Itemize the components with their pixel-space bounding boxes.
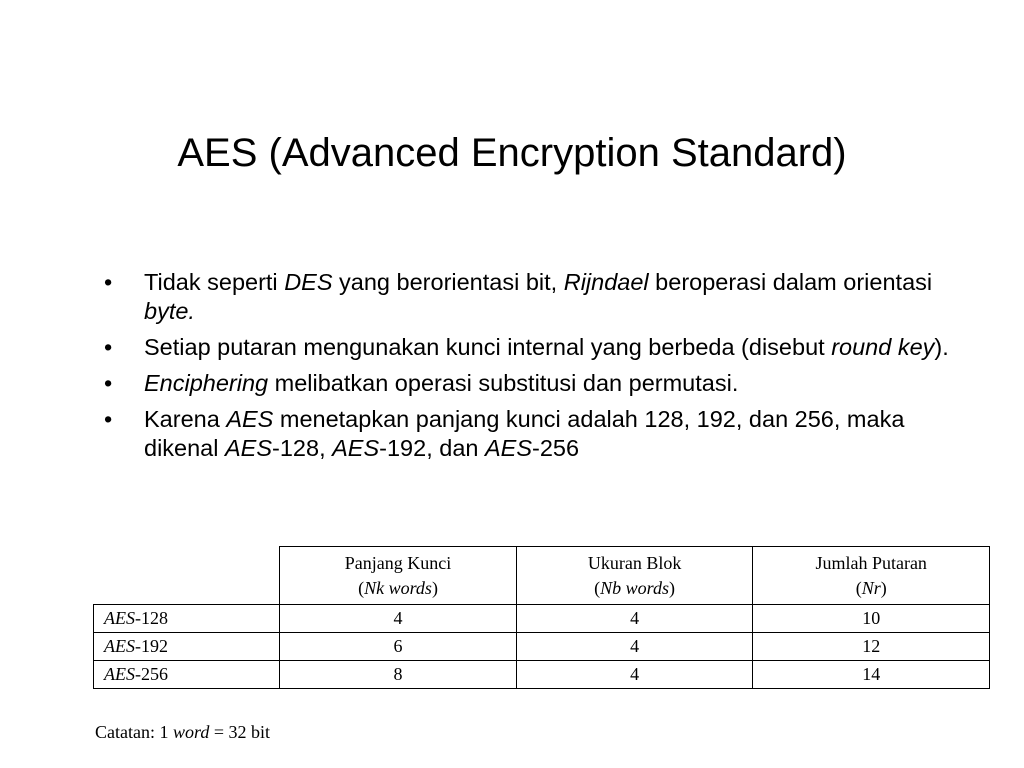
cell-block-size: 4 — [516, 661, 753, 689]
cell-rounds: 10 — [753, 605, 990, 633]
bullet-dot-icon: • — [104, 334, 113, 360]
footnote: Catatan: 1 word = 32 bit — [95, 722, 270, 742]
header-rounds: Jumlah Putaran (Nr) — [753, 547, 990, 605]
bullet-item: • Enciphering melibatkan operasi substitusi dan permutasi. — [104, 370, 739, 396]
row-label-aes-192: AES-192 — [94, 633, 280, 661]
cell-block-size: 4 — [516, 633, 753, 661]
table-row — [94, 633, 990, 661]
table-corner-cell — [94, 547, 280, 605]
table-row — [94, 661, 990, 689]
bullet-item: • Setiap putaran mengunakan kunci internal yang berbeda (disebut round key). — [104, 334, 949, 360]
bullet-dot-icon: • — [104, 370, 113, 396]
row-label-aes-256: AES-256 — [94, 661, 280, 689]
table-header-row — [94, 547, 990, 605]
cell-key-length: 8 — [280, 661, 517, 689]
cell-block-size: 4 — [516, 605, 753, 633]
bullet-list — [100, 268, 980, 470]
cell-key-length: 6 — [280, 633, 517, 661]
bullet-item: • Tidak seperti DES yang berorientasi bit, Rijndael beroperasi dalam orientasi byte. — [104, 269, 933, 324]
slide-title: AES (Advanced Encryption Standard) — [177, 131, 847, 175]
cell-rounds: 14 — [753, 661, 990, 689]
header-key-length: Panjang Kunci (Nk words) — [280, 547, 517, 605]
bullet-dot-icon: • — [104, 406, 113, 432]
row-label-aes-128: AES-128 — [94, 605, 280, 633]
table-row — [94, 605, 990, 633]
aes-parameter-table — [93, 546, 990, 689]
cell-rounds: 12 — [753, 633, 990, 661]
bullet-item: • Karena AES menetapkan panjang kunci adalah 128, 192, dan 256, maka dikenal AES-128, AES-192, dan AES-256 — [104, 406, 905, 461]
bullet-dot-icon: • — [104, 269, 113, 295]
header-block-size: Ukuran Blok (Nb words) — [516, 547, 753, 605]
cell-key-length: 4 — [280, 605, 517, 633]
